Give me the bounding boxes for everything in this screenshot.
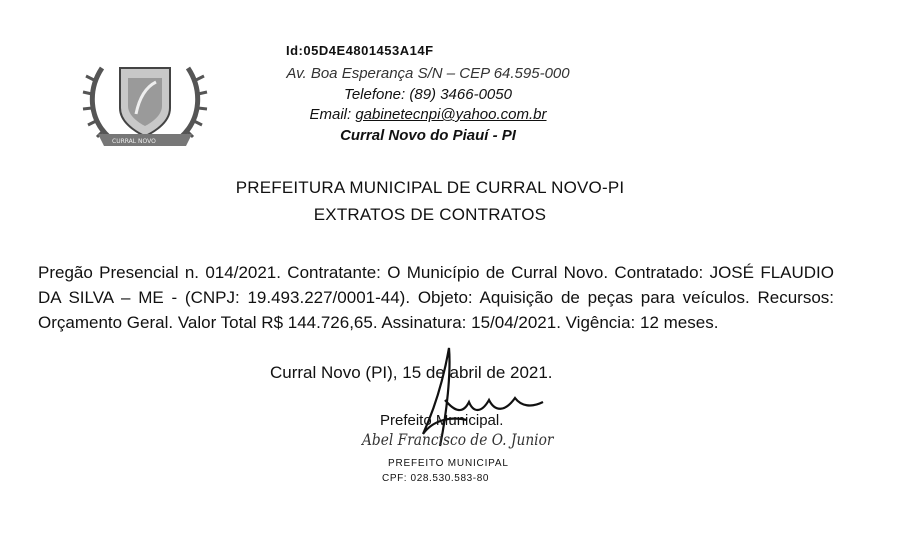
city-line: Curral Novo do Piauí - PI xyxy=(340,127,516,144)
email-label: Email: xyxy=(309,106,356,123)
stamp-name: Abel Francisco de O. Junior xyxy=(362,430,554,449)
date-line: Curral Novo (PI), 15 de abril de 2021. xyxy=(270,363,553,382)
municipal-crest-icon xyxy=(80,64,210,148)
stamp-role: PREFEITO MUNICIPAL xyxy=(388,458,509,469)
page-subtitle: EXTRATOS DE CONTRATOS xyxy=(313,205,547,224)
contract-extract-text: Pregão Presencial n. 014/2021. Contratante: O Município de Curral Novo. Contratado: JOSÉ FLAUDIO DA SILVA – ME - (CNPJ: 19.493.227/0001-44). Objeto: Aquisição de peças para veículos. Recursos: Orçamento Geral. Valor Total R$ 144.726,65. Assinatura: 15/04/2021. Vigência: 12 meses. xyxy=(38,263,834,332)
page-title: PREFEITURA MUNICIPAL DE CURRAL NOVO-PI xyxy=(235,178,625,197)
phone-line: Telefone: (89) 3466-0050 xyxy=(344,86,512,103)
document-id: Id:05D4E4801453A14F xyxy=(286,43,434,58)
address-line: Av. Boa Esperança S/N – CEP 64.595-000 xyxy=(286,65,570,82)
signatory-role: Prefeito Municipal. xyxy=(380,412,504,429)
email-line xyxy=(218,106,638,123)
email-link[interactable]: gabinetecnpi@yahoo.com.br xyxy=(355,106,547,123)
stamp-cpf: CPF: 028.530.583-80 xyxy=(382,473,490,484)
svg-text:CURRAL NOVO: CURRAL NOVO xyxy=(112,138,156,145)
